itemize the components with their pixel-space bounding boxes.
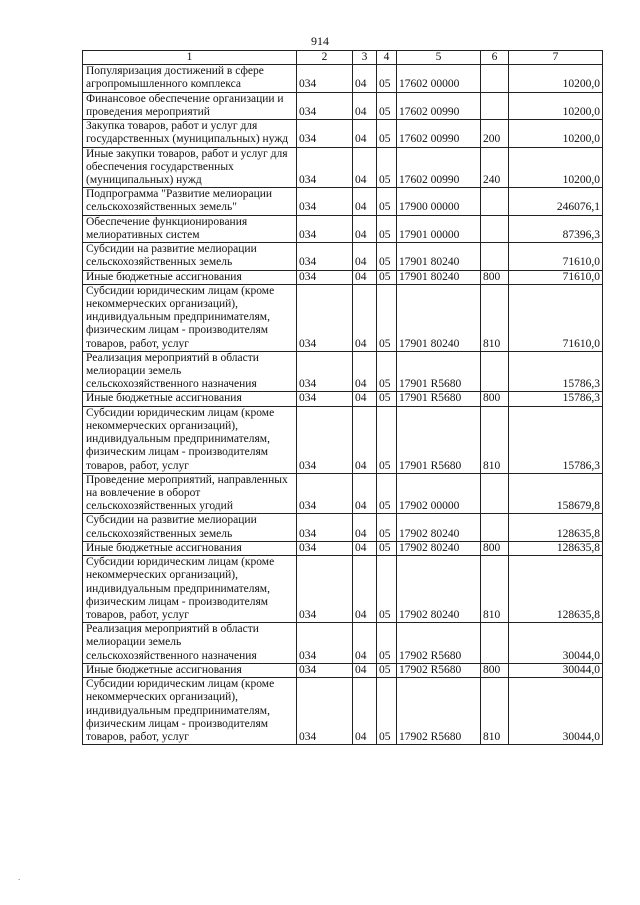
row-name-cell: Популяризация достижений в сфере агропромышленного комплекса: [83, 65, 297, 92]
table-row: [83, 623, 603, 664]
table-row: [83, 120, 603, 147]
row-name-cell: Финансовое обеспечение организации и проведения мероприятий: [83, 92, 297, 119]
table-row: [83, 663, 603, 677]
row-vr-cell: 800: [481, 392, 509, 406]
row-rz-cell: 04: [353, 514, 377, 541]
row-sum-cell: 15786,3: [509, 406, 603, 473]
row-csr-cell: 17602 00990: [397, 92, 481, 119]
table-row: [83, 392, 603, 406]
row-pr-cell: 05: [377, 215, 397, 242]
row-vr-cell: 800: [481, 270, 509, 284]
row-csr-cell: 17901 80240: [397, 243, 481, 270]
table-row: [83, 243, 603, 270]
row-sum-cell: 10200,0: [509, 120, 603, 147]
row-rz-cell: 04: [353, 120, 377, 147]
table-row: [83, 514, 603, 541]
table-row: [83, 556, 603, 623]
row-sum-cell: 30044,0: [509, 623, 603, 664]
table-body: [83, 65, 603, 745]
row-sum-cell: 71610,0: [509, 270, 603, 284]
table-row: [83, 351, 603, 392]
row-pr-cell: 05: [377, 541, 397, 555]
row-rz-cell: 04: [353, 556, 377, 623]
row-pr-cell: 05: [377, 188, 397, 215]
column-header-name: 1: [83, 51, 297, 65]
row-vr-cell: [481, 243, 509, 270]
row-csr-cell: 17900 00000: [397, 188, 481, 215]
row-vr-cell: [481, 92, 509, 119]
budget-table: [82, 50, 603, 745]
row-csr-cell: 17902 80240: [397, 514, 481, 541]
row-vr-cell: [481, 514, 509, 541]
row-csr-cell: 17901 80240: [397, 270, 481, 284]
row-vr-cell: [481, 473, 509, 514]
scan-mark: .: [18, 872, 21, 882]
row-gr-cell: 034: [297, 663, 353, 677]
row-gr-cell: 034: [297, 284, 353, 351]
row-csr-cell: 17902 R5680: [397, 623, 481, 664]
table-row: [83, 188, 603, 215]
row-rz-cell: 04: [353, 678, 377, 745]
row-csr-cell: 17902 R5680: [397, 663, 481, 677]
row-name-cell: Иные закупки товаров, работ и услуг для обеспечения государственных (муниципальных) нужд: [83, 147, 297, 188]
row-csr-cell: 17901 R5680: [397, 392, 481, 406]
row-sum-cell: 10200,0: [509, 65, 603, 92]
row-sum-cell: 15786,3: [509, 351, 603, 392]
row-vr-cell: 810: [481, 406, 509, 473]
row-sum-cell: 128635,8: [509, 514, 603, 541]
row-vr-cell: [481, 351, 509, 392]
row-pr-cell: 05: [377, 120, 397, 147]
row-rz-cell: 04: [353, 92, 377, 119]
row-gr-cell: 034: [297, 541, 353, 555]
row-name-cell: Обеспечение функционирования мелиоративных систем: [83, 215, 297, 242]
row-gr-cell: 034: [297, 678, 353, 745]
row-rz-cell: 04: [353, 243, 377, 270]
row-rz-cell: 04: [353, 284, 377, 351]
row-sum-cell: 158679,8: [509, 473, 603, 514]
row-sum-cell: 15786,3: [509, 392, 603, 406]
row-csr-cell: 17902 80240: [397, 556, 481, 623]
row-gr-cell: 034: [297, 270, 353, 284]
row-pr-cell: 05: [377, 473, 397, 514]
row-sum-cell: 10200,0: [509, 147, 603, 188]
table-row: [83, 65, 603, 92]
row-sum-cell: 246076,1: [509, 188, 603, 215]
column-header-rz: 3: [353, 51, 377, 65]
row-rz-cell: 04: [353, 270, 377, 284]
column-header-sum: 7: [509, 51, 603, 65]
row-sum-cell: 128635,8: [509, 556, 603, 623]
row-csr-cell: 17602 00000: [397, 65, 481, 92]
row-sum-cell: 71610,0: [509, 284, 603, 351]
row-gr-cell: 034: [297, 243, 353, 270]
row-pr-cell: 05: [377, 556, 397, 623]
row-rz-cell: 04: [353, 541, 377, 555]
row-csr-cell: 17602 00990: [397, 120, 481, 147]
row-rz-cell: 04: [353, 406, 377, 473]
row-name-cell: Иные бюджетные ассигнования: [83, 392, 297, 406]
row-gr-cell: 034: [297, 406, 353, 473]
row-vr-cell: 800: [481, 541, 509, 555]
row-pr-cell: 05: [377, 243, 397, 270]
row-csr-cell: 17901 80240: [397, 284, 481, 351]
row-vr-cell: 800: [481, 663, 509, 677]
row-pr-cell: 05: [377, 392, 397, 406]
row-csr-cell: 17902 R5680: [397, 678, 481, 745]
table-row: [83, 284, 603, 351]
row-rz-cell: 04: [353, 215, 377, 242]
column-header-vr: 6: [481, 51, 509, 65]
row-pr-cell: 05: [377, 663, 397, 677]
row-pr-cell: 05: [377, 147, 397, 188]
row-csr-cell: 17901 R5680: [397, 406, 481, 473]
row-name-cell: Иные бюджетные ассигнования: [83, 541, 297, 555]
row-pr-cell: 05: [377, 406, 397, 473]
table-row: [83, 270, 603, 284]
row-vr-cell: 240: [481, 147, 509, 188]
row-vr-cell: [481, 188, 509, 215]
row-pr-cell: 05: [377, 351, 397, 392]
row-sum-cell: 30044,0: [509, 678, 603, 745]
row-gr-cell: 034: [297, 556, 353, 623]
row-rz-cell: 04: [353, 147, 377, 188]
row-vr-cell: 810: [481, 284, 509, 351]
row-csr-cell: 17901 00000: [397, 215, 481, 242]
row-vr-cell: 810: [481, 556, 509, 623]
column-header-pr: 4: [377, 51, 397, 65]
row-gr-cell: 034: [297, 351, 353, 392]
row-vr-cell: [481, 65, 509, 92]
row-gr-cell: 034: [297, 120, 353, 147]
row-rz-cell: 04: [353, 392, 377, 406]
row-name-cell: Подпрограмма "Развитие мелиорации сельскохозяйственных земель": [83, 188, 297, 215]
row-name-cell: Иные бюджетные ассигнования: [83, 270, 297, 284]
row-pr-cell: 05: [377, 92, 397, 119]
table-row: [83, 215, 603, 242]
row-name-cell: Закупка товаров, работ и услуг для государственных (муниципальных) нужд: [83, 120, 297, 147]
row-rz-cell: 04: [353, 188, 377, 215]
column-header-gr: 2: [297, 51, 353, 65]
row-csr-cell: 17602 00990: [397, 147, 481, 188]
row-name-cell: Субсидии на развитие мелиорации сельскохозяйственных земель: [83, 514, 297, 541]
row-rz-cell: 04: [353, 351, 377, 392]
table-row: [83, 678, 603, 745]
row-pr-cell: 05: [377, 514, 397, 541]
row-name-cell: Субсидии юридическим лицам (кроме некоммерческих организаций), индивидуальным предпринимателям, физическим лицам - производителям товаров, работ, услуг: [83, 556, 297, 623]
row-sum-cell: 71610,0: [509, 243, 603, 270]
row-gr-cell: 034: [297, 65, 353, 92]
row-rz-cell: 04: [353, 663, 377, 677]
row-gr-cell: 034: [297, 623, 353, 664]
row-gr-cell: 034: [297, 392, 353, 406]
row-pr-cell: 05: [377, 270, 397, 284]
row-name-cell: Реализация мероприятий в области мелиорации земель сельскохозяйственного назначения: [83, 351, 297, 392]
row-csr-cell: 17902 00000: [397, 473, 481, 514]
row-name-cell: Иные бюджетные ассигнования: [83, 663, 297, 677]
table-row: [83, 147, 603, 188]
row-name-cell: Субсидии на развитие мелиорации сельскохозяйственных земель: [83, 243, 297, 270]
row-csr-cell: 17901 R5680: [397, 351, 481, 392]
row-csr-cell: 17902 80240: [397, 541, 481, 555]
row-pr-cell: 05: [377, 678, 397, 745]
row-sum-cell: 10200,0: [509, 92, 603, 119]
table-header: [83, 51, 603, 65]
row-gr-cell: 034: [297, 188, 353, 215]
row-name-cell: Субсидии юридическим лицам (кроме некоммерческих организаций), индивидуальным предпринимателям, физическим лицам - производителям товаров, работ, услуг: [83, 678, 297, 745]
row-gr-cell: 034: [297, 514, 353, 541]
row-vr-cell: [481, 215, 509, 242]
row-gr-cell: 034: [297, 215, 353, 242]
row-vr-cell: [481, 623, 509, 664]
row-gr-cell: 034: [297, 147, 353, 188]
table-row: [83, 92, 603, 119]
row-name-cell: Реализация мероприятий в области мелиорации земель сельскохозяйственного назначения: [83, 623, 297, 664]
row-sum-cell: 87396,3: [509, 215, 603, 242]
row-pr-cell: 05: [377, 65, 397, 92]
column-header-csr: 5: [397, 51, 481, 65]
page-number: 914: [311, 34, 329, 48]
row-rz-cell: 04: [353, 65, 377, 92]
row-rz-cell: 04: [353, 623, 377, 664]
table-row: [83, 406, 603, 473]
row-pr-cell: 05: [377, 623, 397, 664]
table-row: [83, 541, 603, 555]
row-sum-cell: 30044,0: [509, 663, 603, 677]
row-vr-cell: 200: [481, 120, 509, 147]
row-gr-cell: 034: [297, 473, 353, 514]
row-gr-cell: 034: [297, 92, 353, 119]
row-name-cell: Проведение мероприятий, направленных на вовлечение в оборот сельскохозяйственных угодий: [83, 473, 297, 514]
row-name-cell: Субсидии юридическим лицам (кроме некоммерческих организаций), индивидуальным предпринимателям, физическим лицам - производителям товаров, работ, услуг: [83, 284, 297, 351]
table-row: [83, 473, 603, 514]
row-pr-cell: 05: [377, 284, 397, 351]
row-vr-cell: 810: [481, 678, 509, 745]
row-sum-cell: 128635,8: [509, 541, 603, 555]
header-row: [83, 51, 603, 65]
row-rz-cell: 04: [353, 473, 377, 514]
row-name-cell: Субсидии юридическим лицам (кроме некоммерческих организаций), индивидуальным предпринимателям, физическим лицам - производителям товаров, работ, услуг: [83, 406, 297, 473]
